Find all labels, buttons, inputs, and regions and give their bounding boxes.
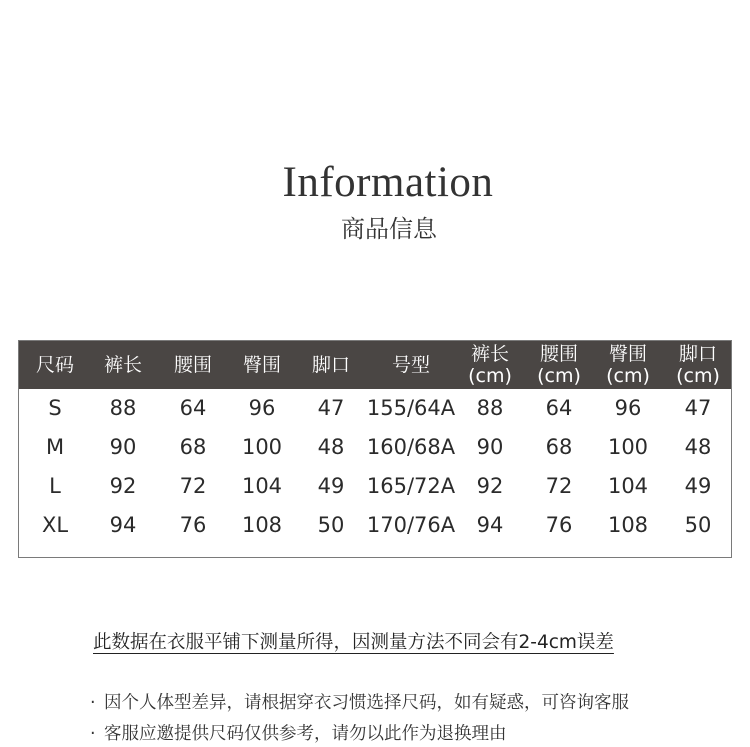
table-cell: 165/72A — [366, 474, 456, 498]
column-header — [229, 341, 295, 389]
table-cell: 88 — [476, 396, 504, 420]
column-header-label: 裤长 — [470, 343, 509, 365]
table-cell: 100 — [241, 435, 283, 459]
table-cell: 64 — [545, 396, 573, 420]
note-bullet-reference-only — [90, 721, 507, 747]
page-title-english: Information — [282, 159, 494, 206]
table-cell: M — [45, 435, 65, 459]
table-cell: 170/76A — [366, 513, 456, 537]
column-header — [457, 341, 523, 389]
table-cell: 47 — [684, 396, 712, 420]
column-header-label: 裤长 — [103, 354, 142, 376]
column-header — [298, 341, 364, 389]
bullet-text: 客服应邀提供尺码仅供参考，请勿以此作为退换理由 — [104, 724, 507, 744]
bullet-dot: · — [90, 693, 96, 713]
column-header-label: 腰围 — [539, 343, 578, 365]
table-cell: 90 — [109, 435, 137, 459]
table-cell: 96 — [248, 396, 276, 420]
column-header — [365, 341, 457, 389]
column-header — [595, 341, 661, 389]
table-cell: L — [49, 474, 61, 498]
table-cell: 68 — [545, 435, 573, 459]
column-header-label: 脚口 — [678, 343, 717, 365]
bullet-dot: · — [90, 724, 96, 744]
table-cell: 94 — [476, 513, 504, 537]
column-header-label: 臀围 — [242, 354, 281, 376]
table-cell: 108 — [607, 513, 649, 537]
column-header-unit: (cm) — [676, 365, 720, 387]
table-cell: 76 — [545, 513, 573, 537]
table-cell: 76 — [179, 513, 207, 537]
table-cell: 49 — [317, 474, 345, 498]
table-cell: 64 — [179, 396, 207, 420]
table-cell: 94 — [109, 513, 137, 537]
table-cell: 48 — [317, 435, 345, 459]
table-cell: 47 — [317, 396, 345, 420]
table-cell: 48 — [684, 435, 712, 459]
column-header — [160, 341, 226, 389]
column-header — [526, 341, 592, 389]
column-header-label: 尺码 — [35, 354, 74, 376]
table-cell: 92 — [476, 474, 504, 498]
table-cell: 72 — [545, 474, 573, 498]
table-cell: 50 — [684, 513, 712, 537]
table-cell: XL — [41, 513, 69, 537]
measurement-note: 此数据在衣服平铺下测量所得，因测量方法不同会有2-4cm误差 — [93, 632, 614, 653]
column-header-label: 号型 — [391, 354, 430, 376]
table-cell: 108 — [241, 513, 283, 537]
table-cell: S — [48, 396, 62, 420]
size-table — [18, 340, 732, 558]
column-header-label: 脚口 — [311, 354, 350, 376]
table-cell: 50 — [317, 513, 345, 537]
column-header — [90, 341, 156, 389]
table-cell: 160/68A — [366, 435, 456, 459]
column-header-unit: (cm) — [537, 365, 581, 387]
table-cell: 96 — [614, 396, 642, 420]
table-cell: 72 — [179, 474, 207, 498]
size-table-header — [19, 341, 731, 389]
column-header-unit: (cm) — [468, 365, 512, 387]
column-header-unit: (cm) — [606, 365, 650, 387]
table-cell: 90 — [476, 435, 504, 459]
column-header — [665, 341, 731, 389]
table-cell: 49 — [684, 474, 712, 498]
table-cell: 92 — [109, 474, 137, 498]
table-cell: 100 — [607, 435, 649, 459]
table-cell: 68 — [179, 435, 207, 459]
note-bullet-body-type — [90, 690, 629, 716]
table-cell: 104 — [607, 474, 649, 498]
page-title-chinese: 商品信息 — [341, 215, 437, 243]
column-header-label: 腰围 — [173, 354, 212, 376]
bullet-text: 因个人体型差异，请根据穿衣习惯选择尺码，如有疑惑，可咨询客服 — [104, 693, 629, 713]
column-header-label: 臀围 — [608, 343, 647, 365]
table-cell: 88 — [109, 396, 137, 420]
column-header — [22, 341, 88, 389]
table-cell: 155/64A — [366, 396, 456, 420]
table-cell: 104 — [241, 474, 283, 498]
